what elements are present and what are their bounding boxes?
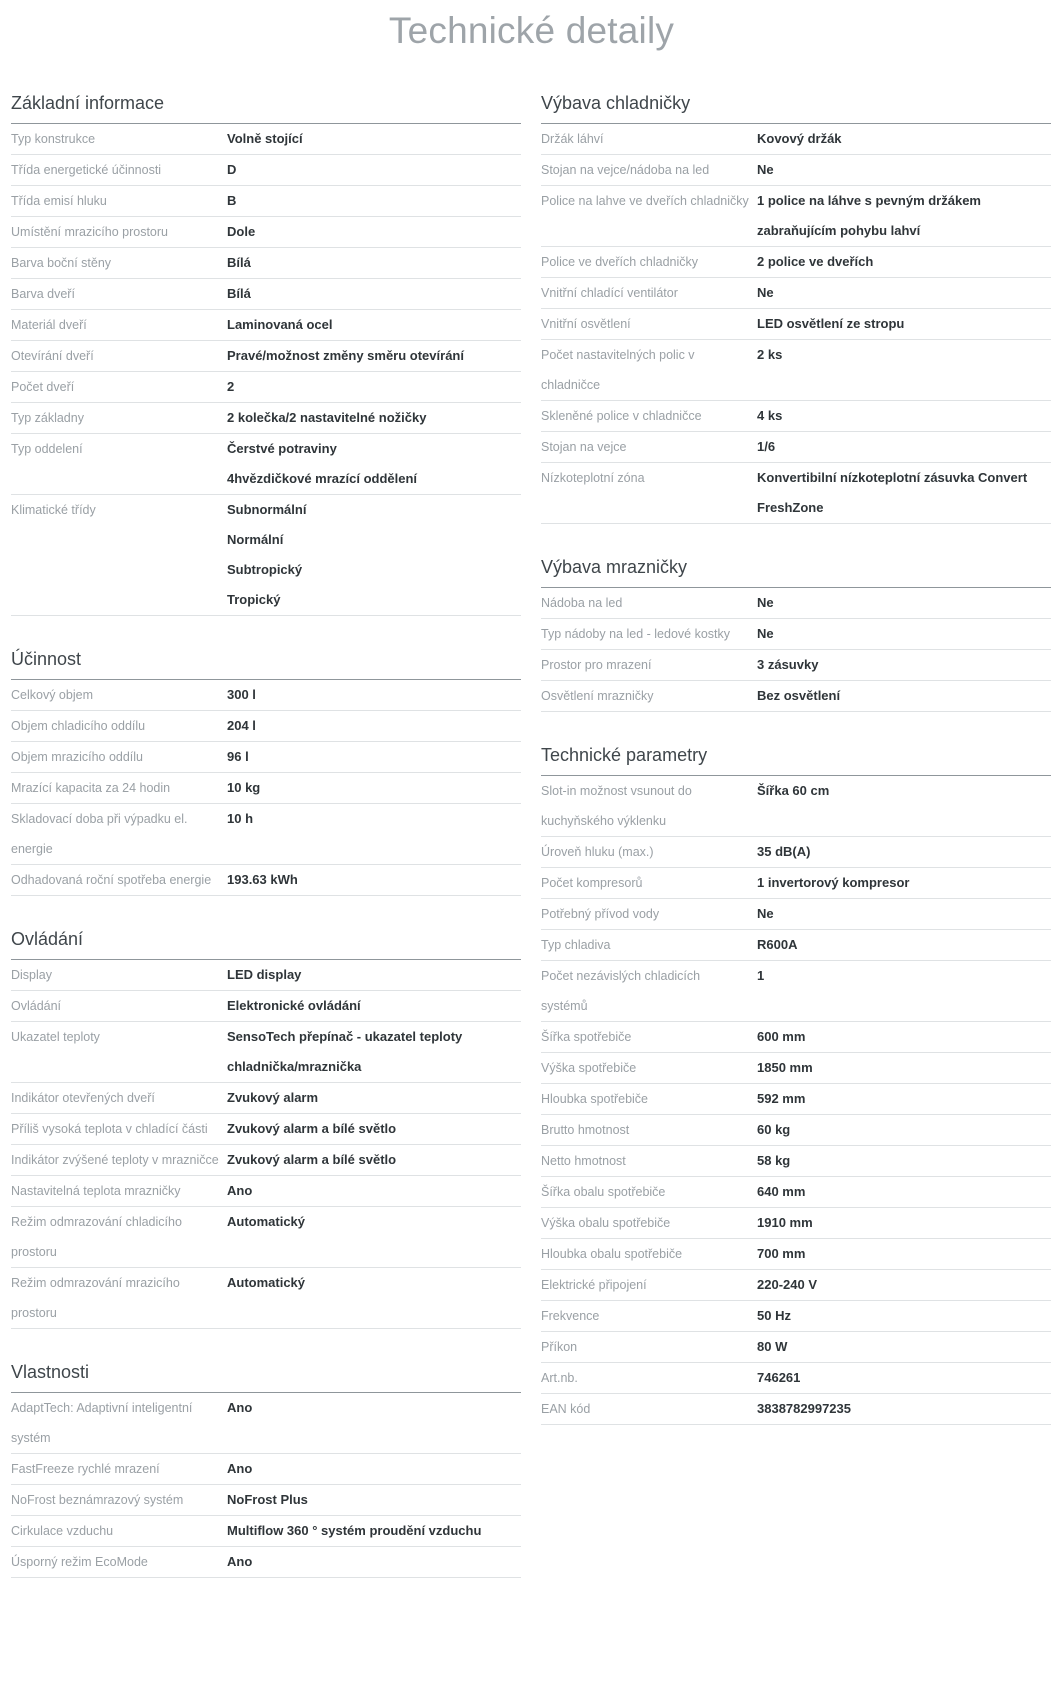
spec-label: Cirkulace vzduchu <box>11 1524 114 1538</box>
spec-row <box>541 1239 1051 1270</box>
spec-value <box>757 1394 1051 1424</box>
spec-label: Příkon <box>541 1340 578 1354</box>
spec-row <box>541 186 1051 247</box>
spec-row <box>11 960 521 991</box>
spec-value <box>757 961 1051 1021</box>
section-title: Ovládání <box>11 927 521 960</box>
spec-row <box>11 1393 521 1454</box>
spec-value-line: 96 l <box>227 749 249 764</box>
spec-value-line: 50 Hz <box>757 1308 791 1323</box>
spec-label: Indikátor otevřených dveří <box>11 1091 155 1105</box>
spec-row <box>541 340 1051 401</box>
spec-row <box>11 991 521 1022</box>
spec-row <box>11 155 521 186</box>
spec-row <box>11 1207 521 1268</box>
spec-value-line: LED display <box>227 967 302 982</box>
spec-value <box>757 899 1051 929</box>
spec-label: Typ základny <box>11 411 84 425</box>
spec-value-line: 10 kg <box>227 780 261 795</box>
spec-value-line: Čerstvé potraviny <box>227 441 337 456</box>
spec-value <box>757 124 1051 154</box>
spec-label: Elektrické připojení <box>541 1278 647 1292</box>
spec-label: Police na lahve ve dveřích chladničky <box>541 194 749 208</box>
spec-value-line: Automatický <box>227 1214 306 1229</box>
spec-value <box>757 155 1051 185</box>
right-column <box>541 91 1051 1456</box>
spec-label: Nádoba na led <box>541 596 623 610</box>
spec-value <box>227 1485 521 1515</box>
spec-value-line: Ano <box>227 1400 253 1415</box>
spec-value <box>757 247 1051 277</box>
spec-value <box>757 309 1051 339</box>
spec-value-line: Zvukový alarm a bílé světlo <box>227 1121 397 1136</box>
spec-row <box>541 837 1051 868</box>
spec-label: Hloubka obalu spotřebiče <box>541 1247 683 1261</box>
spec-value-line: Ano <box>227 1183 253 1198</box>
spec-value-line: 4 ks <box>757 408 783 423</box>
spec-value-line: Šířka 60 cm <box>757 783 830 798</box>
spec-value <box>757 619 1051 649</box>
spec-label: Frekvence <box>541 1309 600 1323</box>
spec-value <box>757 463 1051 523</box>
spec-value-line: 35 dB(A) <box>757 844 811 859</box>
spec-value <box>757 588 1051 618</box>
spec-value-line: Zvukový alarm <box>227 1090 319 1105</box>
spec-value-line: 600 mm <box>757 1029 806 1044</box>
spec-label: Ovládání <box>11 999 62 1013</box>
section-title: Účinnost <box>11 647 521 680</box>
spec-value-line: Elektronické ovládání <box>227 998 361 1013</box>
spec-value-line: Normální <box>227 532 284 547</box>
spec-value-line: 640 mm <box>757 1184 806 1199</box>
spec-value <box>227 1207 521 1267</box>
spec-value <box>227 1454 521 1484</box>
spec-row <box>541 1084 1051 1115</box>
spec-row <box>541 247 1051 278</box>
spec-label: Výška spotřebiče <box>541 1061 637 1075</box>
spec-label: Police ve dveřích chladničky <box>541 255 699 269</box>
spec-label: Režim odmrazování chladicího prostoru <box>11 1215 182 1259</box>
spec-value <box>227 1022 521 1082</box>
spec-section <box>541 91 1051 524</box>
spec-value-line: Ne <box>757 906 774 921</box>
spec-label: Počet kompresorů <box>541 876 643 890</box>
spec-value <box>757 681 1051 711</box>
spec-label: Materiál dveří <box>11 318 87 332</box>
spec-value-line: Bílá <box>227 286 251 301</box>
spec-value-line: Multiflow 360 ° systém proudění vzduchu <box>227 1523 482 1538</box>
spec-value-line: 204 l <box>227 718 256 733</box>
spec-value <box>227 155 521 185</box>
spec-value-line: Ne <box>757 162 774 177</box>
spec-label: Klimatické třídy <box>11 503 96 517</box>
spec-value <box>227 495 521 615</box>
spec-value <box>757 1332 1051 1362</box>
spec-row <box>11 403 521 434</box>
spec-value-line: Bílá <box>227 255 251 270</box>
spec-value <box>227 1393 521 1453</box>
spec-value <box>227 279 521 309</box>
spec-row <box>11 186 521 217</box>
spec-value-line: 2 ks <box>757 347 783 362</box>
spec-value-line: NoFrost Plus <box>227 1492 308 1507</box>
spec-value-line: 1850 mm <box>757 1060 813 1075</box>
section-title: Technické parametry <box>541 743 1051 776</box>
spec-value <box>227 742 521 772</box>
spec-value <box>227 1268 521 1328</box>
spec-section <box>11 91 521 616</box>
spec-value <box>757 1363 1051 1393</box>
section-title: Vlastnosti <box>11 1360 521 1393</box>
spec-row <box>541 930 1051 961</box>
spec-value <box>227 186 521 216</box>
section-title: Výbava mrazničky <box>541 555 1051 588</box>
spec-value <box>757 1239 1051 1269</box>
left-column <box>11 91 521 1609</box>
spec-section <box>541 555 1051 712</box>
spec-value-line: 193.63 kWh <box>227 872 298 887</box>
spec-value <box>757 1208 1051 1238</box>
spec-label: Skleněné police v chladničce <box>541 409 702 423</box>
spec-value <box>227 1083 521 1113</box>
spec-row <box>11 434 521 495</box>
spec-value-line: Automatický <box>227 1275 306 1290</box>
spec-row <box>541 309 1051 340</box>
spec-label: Umístění mrazicího prostoru <box>11 225 168 239</box>
spec-value <box>757 650 1051 680</box>
spec-value <box>757 432 1051 462</box>
spec-row <box>541 619 1051 650</box>
spec-row <box>11 865 521 896</box>
spec-label: Stojan na vejce/nádoba na led <box>541 163 710 177</box>
spec-label: Art.nb. <box>541 1371 578 1385</box>
spec-label: FastFreeze rychlé mrazení <box>11 1462 160 1476</box>
spec-row <box>11 1022 521 1083</box>
spec-label: Barva boční stěny <box>11 256 112 270</box>
spec-value-line: Tropický <box>227 592 281 607</box>
spec-label: Šířka spotřebiče <box>541 1030 632 1044</box>
page-title: Technické detaily <box>388 10 675 51</box>
spec-row <box>541 1115 1051 1146</box>
spec-value <box>227 403 521 433</box>
spec-value-line: 3838782997235 <box>757 1401 851 1416</box>
spec-row <box>541 278 1051 309</box>
spec-row <box>541 1022 1051 1053</box>
spec-label: Nastavitelná teplota mrazničky <box>11 1184 181 1198</box>
spec-label: Počet nastavitelných polic v chladničce <box>541 348 695 392</box>
spec-value <box>227 773 521 803</box>
spec-row <box>11 1145 521 1176</box>
spec-label: Úsporný režim EcoMode <box>11 1555 148 1569</box>
spec-value-line: Pravé/možnost změny směru otevírání <box>227 348 464 363</box>
spec-label: Prostor pro mrazení <box>541 658 652 672</box>
spec-value <box>757 186 1051 246</box>
spec-value-line: Ne <box>757 595 774 610</box>
spec-label: Slot-in možnost vsunout do kuchyňského výklenku <box>541 784 692 828</box>
spec-row <box>11 711 521 742</box>
section-title: Výbava chladničky <box>541 91 1051 124</box>
spec-value <box>757 1053 1051 1083</box>
spec-value <box>227 310 521 340</box>
spec-value-line: Kovový držák <box>757 131 842 146</box>
spec-value <box>757 1146 1051 1176</box>
spec-value <box>227 804 521 864</box>
spec-value <box>227 341 521 371</box>
spec-row <box>11 495 521 616</box>
spec-label: Otevírání dveří <box>11 349 94 363</box>
spec-value-line: 2 kolečka/2 nastavitelné nožičky <box>227 410 427 425</box>
spec-value-line: 3 zásuvky <box>757 657 819 672</box>
spec-row <box>11 372 521 403</box>
spec-row <box>11 1114 521 1145</box>
spec-row <box>541 776 1051 837</box>
spec-value <box>757 930 1051 960</box>
spec-value-line: 2 police ve dveřích <box>757 254 874 269</box>
spec-value <box>227 1114 521 1144</box>
spec-value <box>227 217 521 247</box>
spec-label: Typ chladiva <box>541 938 611 952</box>
spec-label: Nízkoteplotní zóna <box>541 471 645 485</box>
spec-row <box>11 680 521 711</box>
spec-value-line: 300 l <box>227 687 256 702</box>
spec-label: Držák láhví <box>541 132 604 146</box>
spec-value-line: 1910 mm <box>757 1215 813 1230</box>
spec-value <box>757 776 1051 836</box>
spec-row <box>11 248 521 279</box>
spec-row <box>541 681 1051 712</box>
spec-value-line: 80 W <box>757 1339 788 1354</box>
spec-value-line: 700 mm <box>757 1246 806 1261</box>
spec-value-line: B <box>227 193 237 208</box>
spec-label: Výška obalu spotřebiče <box>541 1216 671 1230</box>
spec-value-line: Subnormální <box>227 502 307 517</box>
spec-label: Třída emisí hluku <box>11 194 107 208</box>
spec-value-line: LED osvětlení ze stropu <box>757 316 905 331</box>
spec-value-line: 1 <box>757 968 765 983</box>
spec-value-line: 220-240 V <box>757 1277 817 1292</box>
spec-row <box>541 1363 1051 1394</box>
spec-value <box>757 1084 1051 1114</box>
spec-row <box>11 1485 521 1516</box>
spec-row <box>11 1454 521 1485</box>
section-title: Základní informace <box>11 91 521 124</box>
spec-row <box>11 1547 521 1578</box>
spec-value-line: Laminovaná ocel <box>227 317 333 332</box>
spec-label: Třída energetické účinnosti <box>11 163 162 177</box>
spec-row <box>541 1146 1051 1177</box>
spec-value-line: 1 invertorový kompresor <box>757 875 910 890</box>
spec-label: Typ nádoby na led - ledové kostky <box>541 627 731 641</box>
spec-value <box>227 372 521 402</box>
spec-value-line: 60 kg <box>757 1122 791 1137</box>
spec-label: AdaptTech: Adaptivní inteligentní systém <box>11 1401 193 1445</box>
spec-row <box>541 1270 1051 1301</box>
spec-value <box>757 1177 1051 1207</box>
spec-value-line: Ne <box>757 626 774 641</box>
spec-value <box>227 124 521 154</box>
spec-value <box>227 1516 521 1546</box>
spec-label: Objem chladicího oddílu <box>11 719 146 733</box>
spec-value-line: SensoTech přepínač - ukazatel teploty chladnička/mraznička <box>227 1029 463 1074</box>
spec-label: Brutto hmotnost <box>541 1123 630 1137</box>
spec-value-line: Ano <box>227 1554 253 1569</box>
spec-label: Vnitřní osvětlení <box>541 317 631 331</box>
spec-row <box>541 1208 1051 1239</box>
spec-row <box>11 341 521 372</box>
spec-label: Úroveň hluku (max.) <box>541 845 654 859</box>
spec-value <box>757 1022 1051 1052</box>
spec-row <box>11 1516 521 1547</box>
spec-row <box>541 432 1051 463</box>
spec-row <box>11 310 521 341</box>
spec-section <box>11 647 521 896</box>
spec-value-line: 4hvězdičkové mrazící oddělení <box>227 471 418 486</box>
spec-label: Odhadovaná roční spotřeba energie <box>11 873 212 887</box>
spec-label: EAN kód <box>541 1402 591 1416</box>
spec-value <box>227 991 521 1021</box>
spec-label: Počet nezávislých chladicích systémů <box>541 969 701 1013</box>
spec-label: Objem mrazicího oddílu <box>11 750 144 764</box>
spec-label: Osvětlení mrazničky <box>541 689 654 703</box>
spec-row <box>541 1394 1051 1425</box>
spec-value-line: 1 police na láhve s pevným držákem zabraňujícím pohybu lahví <box>757 193 981 238</box>
spec-value <box>757 1270 1051 1300</box>
spec-value <box>757 1301 1051 1331</box>
spec-row <box>541 868 1051 899</box>
spec-value-line: Dole <box>227 224 256 239</box>
spec-label: Indikátor zvýšené teploty v mrazničce <box>11 1153 219 1167</box>
spec-value-line: Ano <box>227 1461 253 1476</box>
spec-row <box>11 1083 521 1114</box>
spec-value <box>757 868 1051 898</box>
spec-label: Počet dveří <box>11 380 75 394</box>
spec-row <box>11 773 521 804</box>
spec-row <box>11 1176 521 1207</box>
spec-value-line: 1/6 <box>757 439 776 454</box>
spec-label: Příliš vysoká teplota v chladící části <box>11 1122 208 1136</box>
spec-row <box>541 1301 1051 1332</box>
spec-value-line: 592 mm <box>757 1091 806 1106</box>
spec-value <box>757 1115 1051 1145</box>
spec-value-line: Volně stojící <box>227 131 303 146</box>
spec-label: Stojan na vejce <box>541 440 627 454</box>
spec-row <box>541 899 1051 930</box>
spec-label: Skladovací doba při výpadku el. energie <box>11 812 188 856</box>
spec-label: Typ konstrukce <box>11 132 96 146</box>
spec-label: Typ oddelení <box>11 442 83 456</box>
spec-section <box>11 927 521 1329</box>
spec-label: Barva dveří <box>11 287 75 301</box>
spec-row <box>541 650 1051 681</box>
spec-value <box>227 248 521 278</box>
spec-value-line: R600A <box>757 937 798 952</box>
spec-value <box>227 960 521 990</box>
spec-label: Režim odmrazování mrazicího prostoru <box>11 1276 180 1320</box>
spec-row <box>541 1332 1051 1363</box>
spec-label: Display <box>11 968 52 982</box>
spec-value <box>757 837 1051 867</box>
spec-section <box>541 743 1051 1425</box>
spec-row <box>11 217 521 248</box>
spec-row <box>11 742 521 773</box>
spec-value <box>757 340 1051 400</box>
spec-value-line: Ne <box>757 285 774 300</box>
spec-row <box>541 124 1051 155</box>
spec-label: NoFrost beznámrazový systém <box>11 1493 184 1507</box>
spec-value-line: 58 kg <box>757 1153 791 1168</box>
spec-row <box>11 279 521 310</box>
spec-value-line: Zvukový alarm a bílé světlo <box>227 1152 397 1167</box>
spec-row <box>541 401 1051 432</box>
spec-label: Šířka obalu spotřebiče <box>541 1185 666 1199</box>
spec-value <box>227 1145 521 1175</box>
spec-value-line: 2 <box>227 379 235 394</box>
spec-row <box>541 1053 1051 1084</box>
spec-label: Vnitřní chladící ventilátor <box>541 286 678 300</box>
spec-row <box>541 463 1051 524</box>
spec-value-line: 10 h <box>227 811 254 826</box>
spec-row <box>541 1177 1051 1208</box>
spec-value <box>757 278 1051 308</box>
spec-label: Mrazící kapacita za 24 hodin <box>11 781 171 795</box>
spec-row <box>541 588 1051 619</box>
spec-value-line: Bez osvětlení <box>757 688 841 703</box>
spec-row <box>11 1268 521 1329</box>
spec-value-line: 746261 <box>757 1370 801 1385</box>
spec-value <box>227 434 521 494</box>
spec-row <box>11 124 521 155</box>
spec-value <box>227 711 521 741</box>
spec-row <box>11 804 521 865</box>
spec-value-line: D <box>227 162 237 177</box>
spec-row <box>541 155 1051 186</box>
spec-label: Hloubka spotřebiče <box>541 1092 649 1106</box>
spec-value <box>227 1176 521 1206</box>
spec-value-line: Subtropický <box>227 562 303 577</box>
spec-label: Ukazatel teploty <box>11 1030 100 1044</box>
spec-value <box>227 865 521 895</box>
spec-section <box>11 1360 521 1578</box>
spec-label: Potřebný přívod vody <box>541 907 660 921</box>
spec-value <box>227 680 521 710</box>
spec-label: Netto hmotnost <box>541 1154 626 1168</box>
spec-value-line: Konvertibilní nízkoteplotní zásuvka Convert FreshZone <box>757 470 1028 515</box>
spec-value <box>227 1547 521 1577</box>
spec-label: Celkový objem <box>11 688 93 702</box>
spec-value <box>757 401 1051 431</box>
spec-row <box>541 961 1051 1022</box>
